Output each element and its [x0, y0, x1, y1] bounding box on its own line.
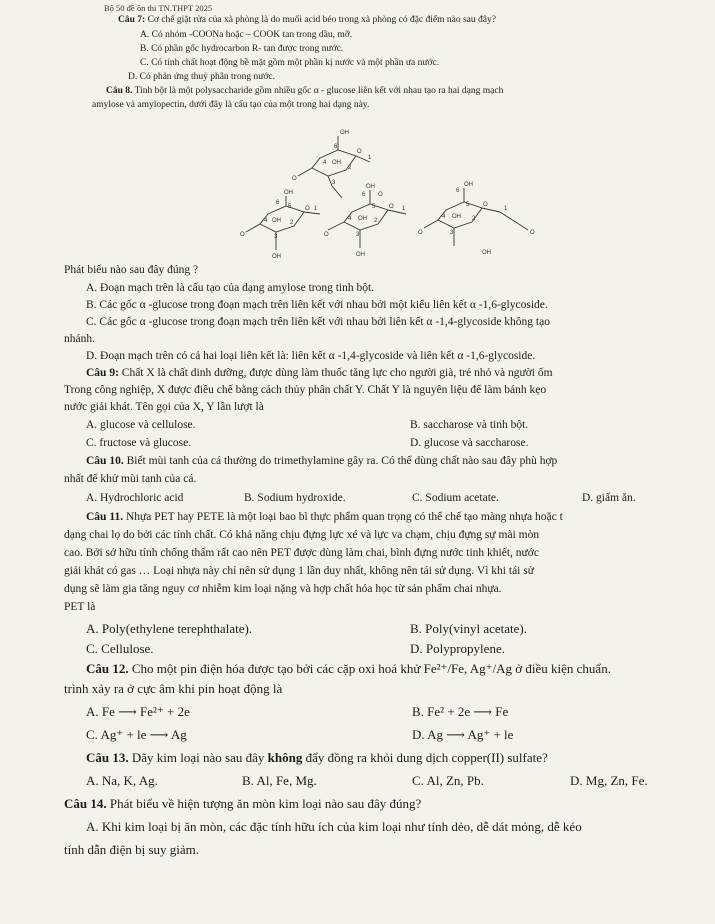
q8-option-a: A. Đoạn mạch trên là cấu tạo của dạng amylose trong tinh bột. [86, 282, 375, 294]
q9-stem-2: Trong công nghiệp, X được điều chế bằng cách thủy phân chất Y. Chất Y là nguyên liệu để làm bánh kẹo [64, 384, 547, 396]
q11-stem-4: giải khát có gas … Loại nhựa này chỉ nên sử dụng 1 lần duy nhất, không nên tái sử dụng. Vì khi tái sử [64, 565, 534, 577]
glucose-unit-middle [324, 184, 406, 258]
page-header: Bộ 50 đề ôn thi TN.THPT 2025 [104, 3, 213, 13]
svg-text:O: O [324, 232, 329, 238]
svg-text:1: 1 [402, 206, 406, 212]
q13-option-a: A. Na, K, Ag. [86, 773, 158, 788]
svg-text:5: 5 [466, 202, 470, 208]
svg-text:3: 3 [274, 234, 278, 240]
svg-text:6: 6 [456, 188, 460, 194]
svg-text:O: O [378, 192, 383, 198]
q8-title: Câu 8. [106, 86, 133, 96]
q9-stem-1: Câu 9: Chất X là chất dinh dưỡng, được dùng làm thuốc tăng lực cho người già, trẻ nhỏ và người ốm [86, 367, 553, 379]
q7-title: Câu 7: [118, 15, 146, 25]
q13-option-c: C. Al, Zn, Pb. [412, 773, 484, 788]
glucose-unit-left [240, 190, 320, 260]
q8-option-b: B. Các gốc α -glucose trong đoạn mạch trên liên kết với nhau bởi một kiểu liên kết α -1,6-glycoside. [86, 299, 548, 311]
q7-option-b: B. Có phần gốc hydrocarbon R- tan được trong nước. [140, 44, 344, 54]
q8-option-c-1: C. Các gốc α -glucose trong đoạn mạch trên liên kết với nhau bởi liên kết α -1,4-glycoside không tạo [86, 316, 550, 328]
q8-stem-2: amylose và amylopectin, dưới đây là cấu tạo của một trong hai dạng này. [92, 100, 370, 110]
glucose-unit-right [418, 182, 535, 256]
q10-stem-2: nhất để khử mùi tanh của cá. [64, 473, 197, 485]
svg-text:2: 2 [374, 218, 378, 224]
svg-text:OH: OH [356, 252, 365, 258]
svg-text:6: 6 [276, 200, 280, 206]
svg-text:6: 6 [362, 192, 366, 198]
svg-text:1: 1 [368, 155, 372, 161]
q8-option-c-2: nhánh. [64, 333, 95, 345]
q12-stem-2: trình xảy ra ở cực âm khi pin hoạt động là [64, 681, 283, 696]
svg-text:5: 5 [372, 204, 376, 210]
svg-text:OH: OH [452, 214, 461, 220]
q12-option-a: A. Fe ⟶ Fe²⁺ + 2e [86, 704, 190, 719]
q9-option-d: D. glucose và saccharose. [410, 437, 529, 449]
q13-title: Câu 13. [86, 750, 129, 765]
q7-option-a: A. Có nhóm -COONa hoặc – COOK tan trong dầu, mỡ. [140, 30, 353, 40]
q10-stem-1: Câu 10. Biết mùi tanh của cá thường do trimethylamine gây ra. Có thể dùng chất nào sau đây phù hợp [86, 455, 558, 467]
q13-emphasis: không [267, 750, 303, 765]
svg-text:OH: OH [272, 254, 281, 260]
svg-text:OH: OH [272, 218, 281, 224]
svg-text:OH: OH [482, 250, 491, 256]
q10-option-a: A. Hydrochloric acid [86, 492, 184, 504]
svg-text:3: 3 [450, 230, 454, 236]
q13-option-b: B. Al, Fe, Mg. [242, 773, 317, 788]
q7-stem: Câu 7: Cơ chế giặt rửa của xà phòng là do muối acid béo trong xà phòng có đặc điểm nào sau đây? [118, 15, 496, 25]
q11-stem-3: cao. Bởi sở hữu tính chống thấm rất cao nên PET được dùng làm chai, bình đựng nước tinh khiết, nước [64, 547, 539, 559]
svg-text:4: 4 [323, 160, 327, 166]
q11-title: Câu 11. [86, 511, 124, 523]
q14-title: Câu 14. [64, 796, 107, 811]
q12-option-c: C. Ag⁺ + le ⟶ Ag [86, 727, 187, 742]
svg-text:4: 4 [264, 218, 268, 224]
svg-text:OH: OH [358, 216, 367, 222]
q7-option-d: D. Có phản ứng thuỷ phân trong nước. [128, 72, 275, 82]
q14-option-a-2: tính dẫn điện bị suy giảm. [64, 842, 200, 857]
svg-text:6: 6 [334, 144, 338, 150]
q11-option-d: D. Polypropylene. [410, 641, 505, 656]
q8-question: Phát biểu nào sau đây đúng ? [64, 264, 199, 276]
q12-title: Câu 12. [86, 661, 129, 676]
svg-text:O: O [418, 230, 423, 236]
q9-option-b: B. saccharose và tinh bột. [410, 419, 529, 431]
svg-text:2: 2 [290, 220, 294, 226]
q14-option-a-1: A. Khi kim loại bị ăn mòn, các đặc tính hữu ích của kim loại như tính dẻo, dễ dát mỏng, dễ kéo [86, 819, 582, 834]
svg-text:OH: OH [366, 184, 375, 190]
q13-option-d: D. Mg, Zn, Fe. [570, 773, 648, 788]
q12-option-d: D. Ag ⟶ Ag⁺ + le [412, 727, 514, 742]
svg-text:3: 3 [332, 180, 336, 186]
q11-stem-2: dạng chai lọ do bởi các tính chất. Có khả năng chịu đựng lực xé và lực va chạm, chịu đựng sự mài mòn [64, 529, 540, 541]
q12-option-b: B. Fe² + 2e ⟶ Fe [412, 704, 509, 719]
svg-text:O: O [483, 202, 488, 208]
svg-text:O: O [240, 232, 245, 238]
q13-stem: Câu 13. Dãy kim loại nào sau đây không đẩy đồng ra khỏi dung dịch copper(II) sulfate? [86, 750, 548, 765]
q14-stem: Câu 14. Phát biểu về hiện tượng ăn mòn kim loại nào sau đây đúng? [64, 796, 422, 811]
q12-stem-1: Câu 12. Cho một pin điện hóa được tạo bởi các cặp oxi hoá khử Fe²⁺/Fe, Ag⁺/Ag ở điều kiện chuẩn. [86, 661, 611, 676]
svg-text:4: 4 [348, 216, 352, 222]
svg-text:OH: OH [332, 160, 341, 166]
q9-title: Câu 9: [86, 367, 119, 379]
q11-stem-1: Câu 11. Nhựa PET hay PETE là một loại bao bì thực phẩm quan trọng có thể chế tạo màng nhựa hoặc t [86, 511, 563, 523]
svg-text:O: O [292, 176, 297, 182]
q10-option-c: C. Sodium acetate. [412, 492, 499, 504]
q11-option-c: C. Cellulose. [86, 641, 154, 656]
q11-option-b: B. Poly(vinyl acetate). [410, 621, 527, 636]
glucose-unit-top [292, 130, 372, 198]
q8-option-d: D. Đoạn mạch trên có cả hai loại liên kết là: liên kết α -1,4-glycoside và liên kết α -1,6-glycoside. [86, 350, 536, 362]
svg-text:2: 2 [348, 165, 352, 171]
svg-text:O: O [305, 206, 310, 212]
svg-text:O: O [389, 204, 394, 210]
q9-option-a: A. glucose và cellulose. [86, 419, 196, 431]
q10-title: Câu 10. [86, 455, 124, 467]
svg-text:3: 3 [356, 232, 360, 238]
q11-stem-6: PET là [64, 601, 96, 613]
q11-stem-5: dụng sẽ làm gia tăng nguy cơ nhiễm kim loại nặng và hợp chất hóa học từ sản phẩm chai nhựa. [64, 583, 502, 595]
svg-text:OH: OH [340, 130, 349, 136]
q10-option-b: B. Sodium hydroxide. [244, 492, 346, 504]
svg-text:5: 5 [288, 204, 292, 210]
q7-option-c: C. Có tính chất hoạt động bề mặt gồm một phần kị nước và một phần ưa nước. [140, 58, 440, 68]
q10-option-d: D. giấm ăn. [582, 492, 636, 504]
svg-text:OH: OH [284, 190, 293, 196]
svg-text:O: O [357, 149, 362, 155]
svg-text:1: 1 [504, 206, 508, 212]
svg-text:4: 4 [442, 214, 446, 220]
amylopectin-structure-diagram [228, 126, 558, 264]
svg-text:OH: OH [464, 182, 473, 188]
svg-text:O: O [530, 230, 535, 236]
q9-option-c: C. fructose và glucose. [86, 437, 192, 449]
svg-text:2: 2 [472, 216, 476, 222]
svg-text:1: 1 [314, 206, 318, 212]
q9-stem-3: nước giải khát. Tên gọi của X, Y lần lượt là [64, 401, 264, 413]
q11-option-a: A. Poly(ethylene terephthalate). [86, 621, 253, 636]
q8-stem-1: Câu 8. Tinh bột là một polysaccharide gồm nhiều gốc α - glucose liên kết với nhau tạo ra hai dạng mạch [106, 86, 504, 96]
